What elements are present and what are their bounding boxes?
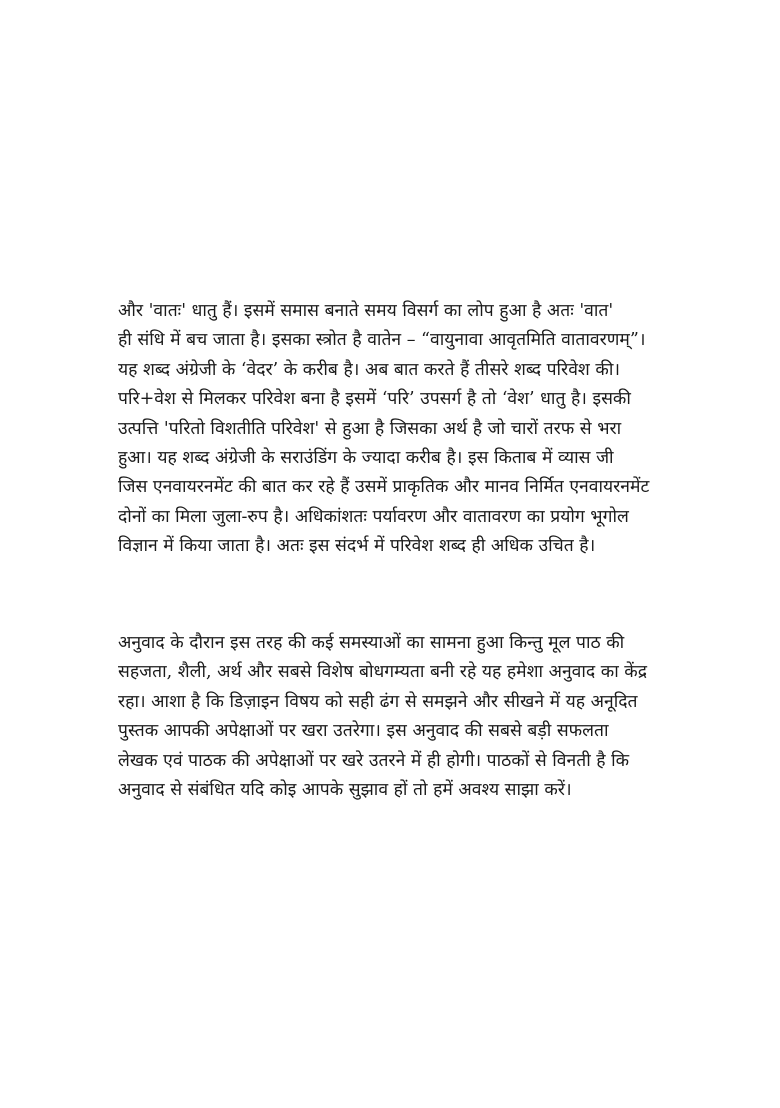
- paragraph-line: परि+वेश से मिलकर परिवेश बना है इसमें ‘परि’ उपसर्ग है तो ‘वेश’ धातु है। इसकी: [118, 389, 631, 410]
- paragraph-line: सहजता, शैली, अर्थ और सबसे विशेष बोधगम्यता बनी रहे यह हमेशा अनुवाद का केंद्र: [118, 662, 648, 683]
- paragraph-line: और 'वातः' धातु हैं। इसमें समास बनाते समय विसर्ग का लोप हुआ है अतः 'वात': [118, 301, 614, 321]
- paragraph-line: दोनों का मिला जुला-रुप है। अधिकांशतः पर्यावरण और वातावरण का प्रयोग भूगोल: [118, 506, 629, 527]
- paragraph-line: अनुवाद के दौरान इस तरह की कई समस्याओं का सामना हुआ किन्तु मूल पाठ की: [118, 633, 625, 653]
- paragraph-line: ही संधि में बच जाता है। इसका स्त्रोत है वातेन – “वायुनावा आवृतमिति वातावरणम्”।: [118, 330, 646, 351]
- paragraph-1: [118, 297, 690, 562]
- paragraph-2: [118, 629, 690, 805]
- paragraph-line: अनुवाद से संबंधित यदि कोइ आपके सुझाव हों तो हमें अवश्य साझा करें।: [118, 779, 572, 800]
- paragraph-line: उत्पत्ति 'परितो विशतीति परिवेश' से हुआ है जिसका अर्थ है जो चारों तरफ से भरा: [118, 418, 622, 439]
- paragraph-line: हुआ। यह शब्द अंग्रेजी के सराउंडिंग के ज्यादा करीब है। इस किताब में व्यास जी: [118, 447, 614, 468]
- paragraph-line: विज्ञान में किया जाता है। अतः इस संदर्भ में परिवेश शब्द ही अधिक उचित है।: [118, 536, 596, 557]
- paragraph-line: रहा। आशा है कि डिज़ाइन विषय को सही ढंग से समझने और सीखने में यह अनूदित: [118, 691, 638, 712]
- paragraph-line: पुस्तक आपकी अपेक्षाओं पर खरा उतरेगा। इस अनुवाद की सबसे बड़ी सफलता: [118, 721, 609, 742]
- paragraph-line: यह शब्द अंग्रेजी के ‘वेदर’ के करीब है। अब बात करते हैं तीसरे शब्द परिवेश की।: [118, 359, 621, 380]
- paragraph-line: लेखक एवं पाठक की अपेक्षाओं पर खरे उतरने में ही होगी। पाठकों से विनती है कि: [118, 750, 630, 771]
- paragraph-line: जिस एनवायरनमेंट की बात कर रहे हैं उसमें प्राकृतिक और मानव निर्मित एनवायरनमेंट: [118, 477, 650, 498]
